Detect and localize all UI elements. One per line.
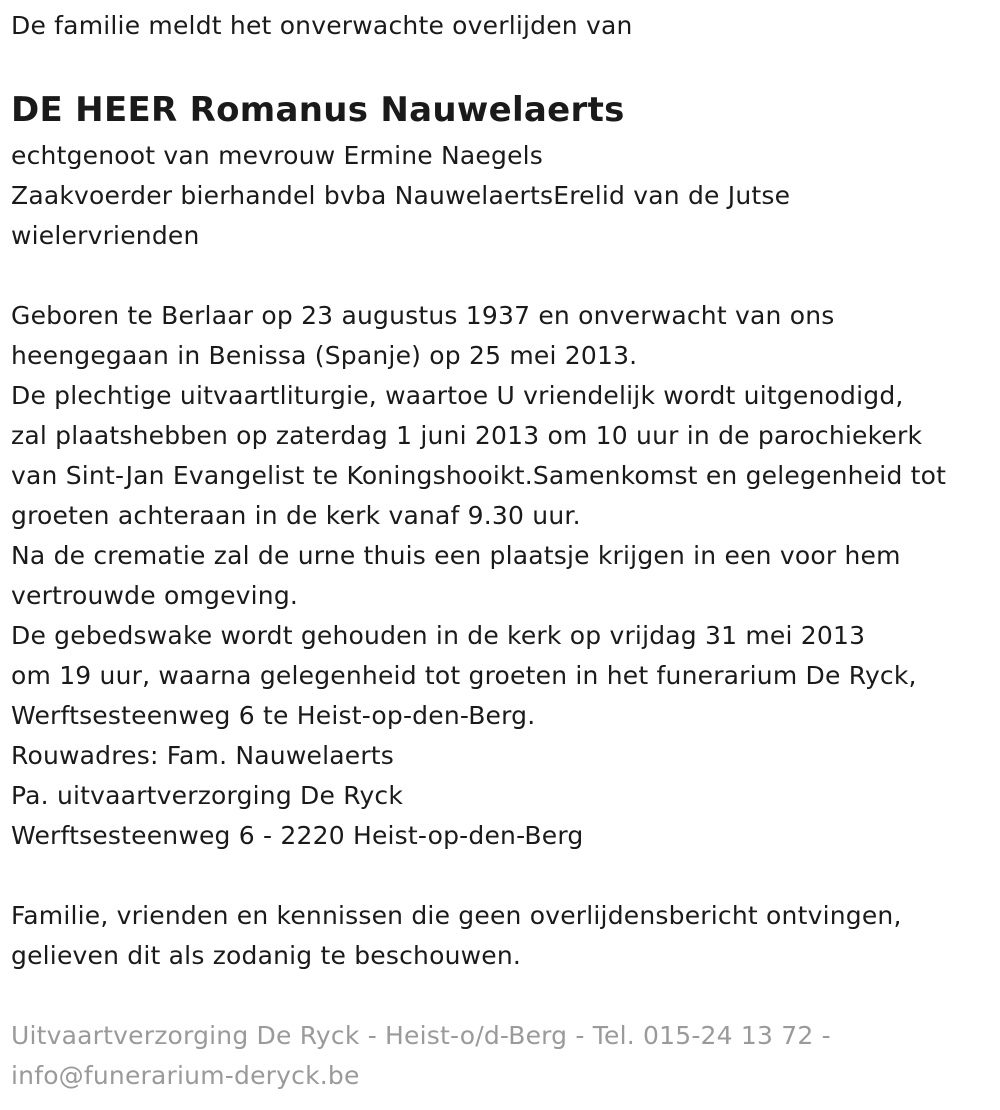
funeral-home-footer: [11, 1016, 1000, 1096]
body-line: Rouwadres: Fam. Nauwelaerts: [11, 741, 395, 770]
deceased-name: DE HEER Romanus Nauwelaerts: [11, 90, 625, 130]
paragraph-spacer: [11, 256, 1000, 296]
body-line: zal plaatshebben op zaterdag 1 juni 2013 om 10 uur in de parochiekerk: [11, 421, 923, 450]
paragraph-spacer: [11, 976, 1000, 1016]
closing-paragraph: [11, 896, 1000, 976]
notice-body: [11, 296, 1000, 856]
footer-contact-line: Uitvaartverzorging De Ryck - Heist-o/d-Berg - Tel. 015-24 13 72 -: [11, 1021, 831, 1050]
paragraph-spacer: [11, 856, 1000, 896]
body-line: De plechtige uitvaartliturgie, waartoe U vriendelijk wordt uitgenodigd,: [11, 381, 904, 410]
spouse-text: echtgenoot van mevrouw Ermine Naegels: [11, 141, 544, 170]
body-line: heengegaan in Benissa (Spanje) op 25 mei 2013.: [11, 341, 638, 370]
body-line: groeten achteraan in de kerk vanaf 9.30 uur.: [11, 501, 581, 530]
body-line: De gebedswake wordt gehouden in de kerk op vrijdag 31 mei 2013: [11, 621, 866, 650]
body-line: vertrouwde omgeving.: [11, 581, 299, 610]
body-line: Na de crematie zal de urne thuis een plaatsje krijgen in een voor hem: [11, 541, 901, 570]
intro-text: De familie meldt het onverwachte overlijden van: [11, 11, 633, 40]
roles-line: Zaakvoerder bierhandel bvba NauwelaertsErelid van de Jutse: [11, 181, 791, 210]
body-line: Geboren te Berlaar op 23 augustus 1937 en onverwacht van ons: [11, 301, 835, 330]
body-line: om 19 uur, waarna gelegenheid tot groeten in het funerarium De Ryck,: [11, 661, 917, 690]
body-line: Werftsesteenweg 6 te Heist-op-den-Berg.: [11, 701, 536, 730]
body-line: van Sint-Jan Evangelist te Koningshooikt.Samenkomst en gelegenheid tot: [11, 461, 947, 490]
closing-line: Familie, vrienden en kennissen die geen overlijdensbericht ontvingen,: [11, 901, 902, 930]
roles-line: wielervrienden: [11, 221, 200, 250]
closing-line: gelieven dit als zodanig te beschouwen.: [11, 941, 522, 970]
body-line: Pa. uitvaartverzorging De Ryck: [11, 781, 404, 810]
footer-email: info@funerarium-deryck.be: [11, 1061, 360, 1090]
body-line: Werftsesteenweg 6 - 2220 Heist-op-den-Berg: [11, 821, 584, 850]
